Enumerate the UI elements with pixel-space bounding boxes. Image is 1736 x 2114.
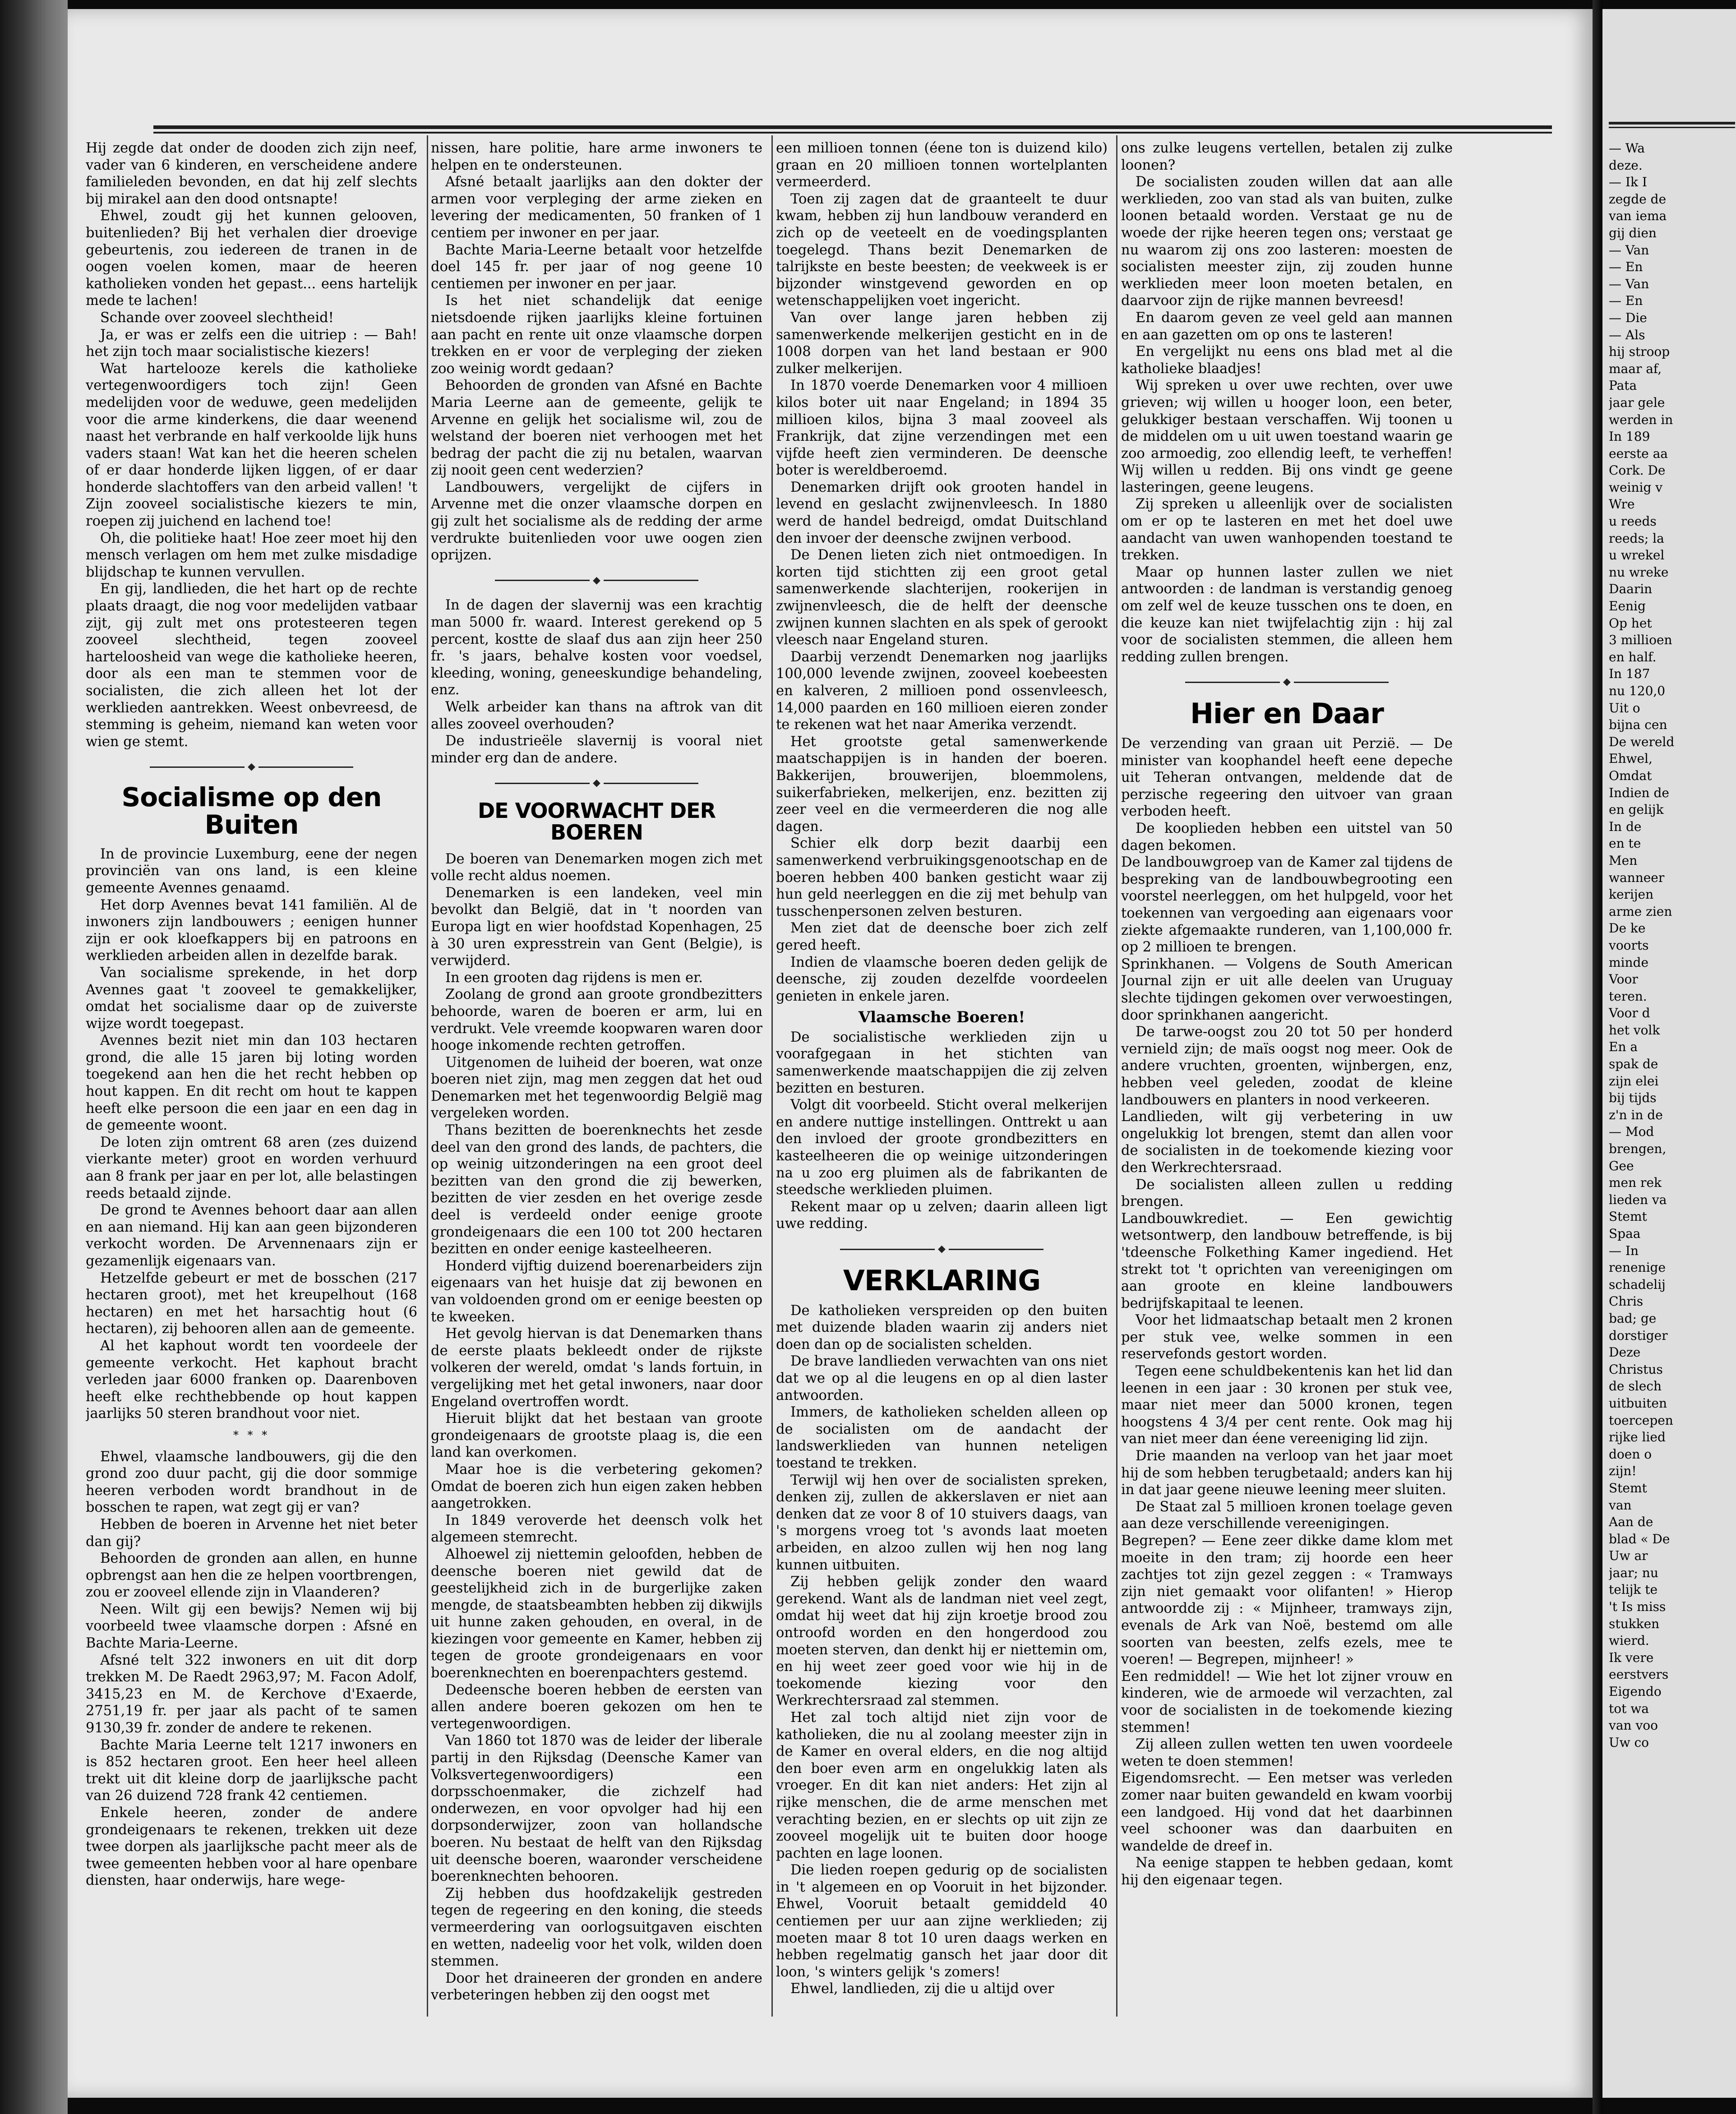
- adjacent-page-line: renenige: [1609, 1260, 1666, 1275]
- adjacent-page-line: brengen,: [1609, 1141, 1667, 1157]
- adjacent-page-line: voorts: [1609, 937, 1649, 953]
- paragraph: De verzending van graan uit Perzië. — De minister van koophandel heeft eene depeche uit Teheran ontvangen, meldende dat de perzische regeering den uitvoer van graan verboden heeft.: [1121, 736, 1453, 820]
- headline-hier-en-daar: Hier en Daar: [1190, 697, 1384, 730]
- adjacent-page-line: u reeds: [1609, 514, 1657, 529]
- paragraph: En gij, landlieden, die het hart op de rechte plaats draagt, die nog voor medelijden vatbaar zijt, gij zult met ons protesteeren tegen zooveel slechtheid, tegen zooveel harteloosheid van wege die katholieke heeren, door als een man te stemmen voor de socialisten, die zich alleen het lot der werklieden aantrekken. Weest onbevreesd, de stemming is geheim, niemand kan weten voor wien ge stemt.: [86, 581, 417, 750]
- adjacent-page-line: Stemt: [1609, 1480, 1647, 1495]
- paragraph: Sprinkhanen. — Volgens de South American Journal zijn er uit alle deelen van Uruguay slechte tijdingen gekomen over verwoestingen, door sprinkhanen aangericht.: [1121, 956, 1453, 1023]
- adjacent-page-line: arme zien: [1609, 904, 1672, 919]
- adjacent-page-line: In de: [1609, 819, 1642, 834]
- adjacent-page-line: stukken: [1609, 1616, 1660, 1631]
- adjacent-page-line: — Mod: [1609, 1124, 1654, 1140]
- adjacent-page-line: en gelijk: [1609, 802, 1664, 817]
- adjacent-page-line: rijke lied: [1609, 1430, 1666, 1445]
- paragraph: Landlieden, wilt gij verbetering in uw ongelukkig lot brengen, stemt dan allen voor de socialisten in de toekomende kiezing voor den Werkrechtersraad.: [1121, 1109, 1453, 1176]
- paragraph: Maar op hunnen laster zullen we niet antwoorden : de landman is verstandig genoeg om zelf wel de keuze tusschen ons te doen, en die keuze kan niet twijfelachtig zijn : hij zal voor de socialisten stemmen, die alleen hem redding zullen brengen.: [1121, 564, 1453, 665]
- adjacent-page-line: Gee: [1609, 1158, 1634, 1173]
- paragraph: De katholieken verspreiden op den buiten met duizende bladen waarin zij anders niet doen dan op de socialisten schelden.: [776, 1302, 1108, 1352]
- paragraph: Tegen eene schuldbekentenis kan het lid dan leenen in een jaar : 30 kronen per stuk vee, maar niet meer dan 5000 kronen, tegen hoogstens 4 3/4 per cent rente. Ook mag hij van niet meer dan éene vereeniging lid zijn.: [1121, 1363, 1453, 1447]
- adjacent-page-line: Spaa: [1609, 1226, 1641, 1241]
- adjacent-page-line: Daarin: [1609, 582, 1653, 597]
- column-divider: [427, 135, 428, 2017]
- paragraph: Afsné telt 322 inwoners en uit dit dorp trekken M. De Raedt 2963,97; M. Facon Adolf, 3415,23 en M. de Kerchove d'Exaerde, 2751,19 fr. per jaar als pacht of te samen 9130,39 fr. zonder de andere te rekenen.: [86, 1652, 417, 1736]
- paragraph: Indien de vlaamsche boeren deden gelijk de deensche, zij zouden dezelfde voordeelen genieten in enkele jaren.: [776, 954, 1108, 1004]
- paragraph: Daarbij verzendt Denemarken nog jaarlijks 100,000 levende zwijnen, zooveel koebeesten en kalveren, 2 millioen pond ossenvleesch, 14,000 paarden en 160 millioen eieren zonder te rekenen wat het naar Amerika verzendt.: [776, 649, 1108, 733]
- paragraph: De socialisten alleen zullen u redding brengen.: [1121, 1177, 1453, 1210]
- paragraph: De grond te Avennes behoort daar aan allen en aan niemand. Hij kan aan geen bijzonderen verkocht worden. De Arvennenaars zijn er gezamenlijk eigenaars van.: [86, 1202, 417, 1269]
- adjacent-page-line: Indien de: [1609, 785, 1669, 800]
- paragraph: Behoorden de gronden aan allen, en hunne opbrengst aan hen die ze helpen voortbrengen, zou er zooveel ellende zijn in Vlaanderen?: [86, 1551, 417, 1601]
- paragraph: De brave landlieden verwachten van ons niet dat we op al die leugens en op al dien laster antwoorden.: [776, 1353, 1108, 1403]
- adjacent-page-line: bij tijds: [1609, 1090, 1657, 1106]
- column-1: [86, 140, 417, 2012]
- adjacent-page-line: zijn elei: [1609, 1073, 1659, 1089]
- column-2: [431, 140, 762, 2012]
- paragraph: Behoorden de gronden van Afsné en Bachte Maria Leerne aan de gemeente, gelijk te Arvenne en gelijk het socialisme wil, zou de welstand der boeren niet verhoogen met het bedrag der pacht die zij nu betalen, waarvan zij nooit geen cent wederzien?: [431, 378, 762, 479]
- adjacent-page-line: van voo: [1609, 1718, 1658, 1733]
- adjacent-page-line: — Wa: [1609, 141, 1645, 156]
- section-ornament: ◆: [776, 1241, 1108, 1258]
- paragraph: Van socialisme sprekende, in het dorp Avennes gaat 't zooveel te gemakkelijker, omdat het socialisme daar op de zuiverste wijze wordt toegepast.: [86, 965, 417, 1032]
- paragraph: Toen zij zagen dat de graanteelt te duur kwam, hebben zij hun landbouw veranderd en zich op de veeteelt en de voedingsplanten toegelegd. Thans bezit Denemarken de talrijkste en beste beesten; de veekweek is er bijzonder winstgevend geworden en op wetenschappelijken voet ingericht.: [776, 191, 1108, 309]
- paragraph: ons zulke leugens vertellen, betalen zij zulke loonen?: [1121, 140, 1453, 173]
- adjacent-page-line: Voor: [1609, 972, 1638, 987]
- paragraph: De Denen lieten zich niet ontmoedigen. In korten tijd stichtten zij een groot getal samenwerkende slachterijen, rookerijen in zwijnenvleesch, die de helft der deensche zwijnen kunnen slachten en als spek of gerookt vleesch naar Engeland sturen.: [776, 547, 1108, 648]
- adjacent-page-line: en te: [1609, 836, 1641, 851]
- adjacent-page-line: schadelij: [1609, 1277, 1666, 1292]
- adjacent-page-line: wanneer: [1609, 870, 1665, 885]
- adjacent-page-line: nu wreke: [1609, 564, 1669, 580]
- adjacent-page-line: teren.: [1609, 988, 1647, 1004]
- paragraph: Dedeensche boeren hebben de eersten van allen andere boeren gekozen om hen te vertegenwoordigen.: [431, 1682, 762, 1732]
- paragraph: Hetzelfde gebeurt er met de bosschen (217 hectaren groot), met het kreupelhout (168 hectaren) en met het harsachtig hout (6 hectaren), zij behooren allen aan de gemeente.: [86, 1270, 417, 1337]
- adjacent-page-line: Christus: [1609, 1362, 1663, 1377]
- paragraph: De Staat zal 5 millioen kronen toelage geven aan deze verschillende vereenigingen.: [1121, 1499, 1453, 1532]
- paragraph: Bachte Maria-Leerne betaalt voor hetzelfde doel 145 fr. per jaar of nog geene 10 centiemen per inwoner en per jaar.: [431, 242, 762, 292]
- paragraph: Van 1860 tot 1870 was de leider der liberale partij in den Rijksdag (Deensche Kamer van Volksvertegenwoordigers) een dorpsschoenmaker, die zichzelf had onderwezen, en voor opvolger had hij een dorpsonderwijzer, zoon van hollandsche boeren. Nu bestaat de helft van den Rijksdag uit deensche boeren, waaronder verscheidene boerenknechten behooren.: [431, 1733, 762, 1885]
- paragraph: En vergelijkt nu eens ons blad met al die katholieke blaadjes!: [1121, 344, 1453, 377]
- adjacent-page-line: lieden va: [1609, 1192, 1667, 1207]
- paragraph: De kooplieden hebben een uitstel van 50 dagen bekomen.: [1121, 821, 1453, 854]
- paragraph: In de provincie Luxemburg, eene der negen provinciën van ons land, is een kleine gemeente Avennes genaamd.: [86, 846, 417, 896]
- adjacent-page-line: Eigendo: [1609, 1684, 1662, 1699]
- paragraph: Eigendomsrecht. — Een metser was verleden zomer naar buiten gewandeld en kwam voorbij een landgoed. Hij vond dat het daarbinnen veel schooner was dan daarbuiten en wandelde de dreef in.: [1121, 1770, 1453, 1854]
- section-ornament: ◆: [86, 758, 417, 775]
- adjacent-page-line: reeds; la: [1609, 531, 1664, 546]
- adjacent-page-line: telijk te: [1609, 1582, 1658, 1597]
- adjacent-page-line: bad; ge: [1609, 1311, 1657, 1326]
- adjacent-page-line: maar af,: [1609, 361, 1662, 376]
- paragraph: De industrieële slavernij is vooral niet minder erg dan de andere.: [431, 733, 762, 766]
- adjacent-page-line: In 189: [1609, 429, 1650, 444]
- adjacent-page-line: Uw ar: [1609, 1548, 1648, 1564]
- adjacent-page-line: gij dien: [1609, 225, 1657, 240]
- paragraph: De socialistische werklieden zijn u voorafgegaan in het stichten van samenwerkende maatschappijen die zij zelven bezitten en besturen.: [776, 1029, 1108, 1096]
- adjacent-page-line: weinig v: [1609, 480, 1663, 495]
- paragraph: Het gevolg hiervan is dat Denemarken thans de eerste plaats bekleedt onder de rijkste volkeren der wereld, omdat 's lands fortuin, in vergelijking met het getal inwoners, naar door Engeland overtroffen wordt.: [431, 1326, 762, 1410]
- paragraph: Wat hartelooze kerels die katholieke vertegenwoordigers toch zijn! Geen medelijden voor de weduwe, geen medelijden voor die arme kinderkens, die daar weenend naast het verbrande en half verkoolde lijk huns vaders staan! Wat kan het die heeren schelen of er daar honderde lijken liggen, of er daar honderde slachtoffers van den arbeid vallen! 't Zijn zooveel socialistische kiezers te min, roepen zij juichend en lachend toe!: [86, 360, 417, 530]
- paragraph: Ehwel, landlieden, zij die u altijd over: [790, 1981, 1054, 1997]
- adjacent-page-line: hij stroop: [1609, 344, 1670, 360]
- paragraph: Avennes bezit niet min dan 103 hectaren grond, die alle 15 jaren bij loting worden toegekend aan hen die het recht hebben op hout kappen. En dit recht om hout te kappen heeft elke persoon die een jaar en een dag in de gemeente woont.: [86, 1033, 417, 1134]
- adjacent-page-line: Uw co: [1609, 1735, 1649, 1750]
- paragraph: Door het draineeren der gronden en andere verbeteringen hebben zij den oogst met: [431, 1970, 762, 2003]
- adjacent-page-line: wierd.: [1609, 1633, 1649, 1648]
- adjacent-page-line: — Die: [1609, 310, 1647, 325]
- adjacent-page-line: minde: [1609, 955, 1649, 970]
- paragraph: Zij alleen zullen wetten ten uwen voordeele weten te doen stemmen!: [1121, 1736, 1453, 1769]
- paragraph: Landbouwkrediet. — Een gewichtig wetsontwerp, den landbouw betreffende, is bij 'tdeensche Folkething Kamer ingediend. Het strekt tot 't oprichten van vereenigingen om aan groote en kleine landbouwers bedrijfskapitaal te leenen.: [1121, 1210, 1453, 1311]
- paragraph: Schande over zooveel slechtheid!: [100, 309, 334, 326]
- paragraph: Hij zegde dat onder de dooden zich zijn neef, vader van 6 kinderen, en verscheidene andere familieleden bevonden, en dat hij zelf slechts bij mirakel aan den dood ontsnapte!: [86, 140, 417, 207]
- paragraph: Uitgenomen de luiheid der boeren, wat onze boeren niet zijn, mag men zeggen dat het oud Denemarken met het tegenwoordig België mag vergeleken worden.: [431, 1054, 762, 1122]
- paragraph: Een redmiddel! — Wie het lot zijner vrouw en kinderen, wie de armoede wil verzachten, zal voor de socialisten in de toekomende kiezing stemmen!: [1121, 1668, 1453, 1736]
- paragraph: Het grootste getal samenwerkende maatschappijen is in handen der boeren. Bakkerijen, brouwerijen, bloemmolens, suikerfabrieken, melkerijen, enz. bezitten zij zeer veel en die vermeerderen die nog alle dagen.: [776, 734, 1108, 835]
- paragraph: Ja, er was er zelfs een die uitriep : — Bah! het zijn toch maar socialistische kiezers!: [86, 327, 417, 360]
- paragraph: In 1870 voerde Denemarken voor 4 millioen kilos boter uit naar Engeland; in 1894 35 millioen kilos, bijna 3 maal zooveel als Frankrijk, dat zijne verzendingen met een vijfde heeft zien verminderen. De deensche boter is wereldberoemd.: [776, 378, 1108, 479]
- paragraph: Afsné betaalt jaarlijks aan den dokter der armen voor verpleging der arme zieken en levering der medicamenten, 50 franken of 1 centiem per inwoner en per jaar.: [431, 174, 762, 241]
- adjacent-page-line: het volk: [1609, 1022, 1660, 1038]
- paragraph: De loten zijn omtrent 68 aren (zes duizend vierkante meter) groot en worden verhuurd aan 8 frank per jaar en per lot, alle belastingen reeds betaald zijnde.: [86, 1134, 417, 1201]
- paragraph: Immers, de katholieken schelden alleen op de socialisten om de aandacht der landswerklieden van hunnen neteligen toestand te trekken.: [776, 1404, 1108, 1472]
- adjacent-page-line: nu 120,0: [1609, 683, 1666, 698]
- adjacent-page-line: Stemt: [1609, 1209, 1647, 1224]
- paragraph: Van over lange jaren hebben zij samenwerkende melkerijen gesticht en in de 1008 dorpen van het land bestaan er 900 zulker melkerijen.: [776, 309, 1108, 377]
- adjacent-page-line: blad « De: [1609, 1531, 1670, 1546]
- paragraph: Schier elk dorp bezit daarbij een samenwerkend verbruikingsgenootschap en de boeren hebben 400 banken gesticht waar zij hun geld neerleggen en die zij met behulp van tusschenpersonen zelven besturen.: [776, 835, 1108, 919]
- adjacent-page-edge: [1602, 9, 1736, 2098]
- paragraph: In 1849 veroverde het deensch volk het algemeen stemrecht.: [431, 1512, 762, 1546]
- subheading-vlaamsche-boeren: Vlaamsche Boeren!: [858, 1008, 1025, 1027]
- paragraph: Zoolang de grond aan groote grondbezitters behoorde, waren de boeren er arm, lui en verdrukt. Vele vreemde koopwaren waren door hooge inkomende rechten getroffen.: [431, 987, 762, 1054]
- adjacent-page-line: Cork. De: [1609, 463, 1666, 478]
- adjacent-page-line: eerstvers: [1609, 1667, 1669, 1682]
- section-ornament: ◆: [431, 572, 762, 589]
- adjacent-page-line: Omdat: [1609, 768, 1652, 783]
- adjacent-page-line: u wrekel: [1609, 548, 1665, 563]
- adjacent-page-line: kerijen: [1609, 887, 1654, 902]
- adjacent-page-line: — In: [1609, 1243, 1639, 1258]
- adjacent-page-line: jaar; nu: [1609, 1565, 1658, 1580]
- paragraph: Is het niet schandelijk dat eenige nietsdoende rijken jaarlijks kleine fortuinen aan pacht en rente uit onze vlaamsche dorpen trekken en er voor de verpleging der zieken zoo weinig wordt gedaan?: [431, 293, 762, 377]
- adjacent-page-line: Men: [1609, 853, 1638, 868]
- paragraph: Rekent maar op u zelven; daarin alleen ligt uwe redding.: [776, 1199, 1108, 1232]
- paragraph: Zij hebben dus hoofdzakelijk gestreden tegen de regeering en den koning, die steeds vermeerdering van oorlogsuitgaven eischten en wetten, nadeelig voor het volk, wilden doen stemmen.: [431, 1885, 762, 1970]
- adjacent-page-line: Pata: [1609, 378, 1637, 393]
- paragraph: Honderd vijftig duizend boerenarbeiders zijn eigenaars van het huisje dat zij bewonen en van voldoenden grond om er eenige beesten op te kweeken.: [431, 1258, 762, 1325]
- paragraph: nissen, hare politie, hare arme inwoners te helpen en te ondersteunen.: [431, 140, 762, 173]
- section-ornament: ◆: [431, 775, 762, 792]
- header-rule: [153, 125, 1552, 134]
- adjacent-page-line: jaar gele: [1609, 395, 1665, 410]
- adjacent-page-line: en half.: [1609, 649, 1657, 665]
- paragraph: Maar hoe is die verbetering gekomen? Omdat de boeren zich hun eigen zaken hebben aangetrokken.: [431, 1461, 762, 1512]
- paragraph: Het zal toch altijd niet zijn voor de katholieken, die nu al zoolang meester zijn in de Kamer en overal elders, en die nog altijd den boer even arm en ongelukkig laten als vroeger. En dit kan niet anders: Het zijn al rijke menschen, die de arme menschen met verachting bezien, en er slechts op uit zijn ze zooveel mogelijk uit te buiten door hooge pachten en lage loonen.: [776, 1709, 1108, 1861]
- adjacent-page-line: Aan de: [1609, 1514, 1653, 1530]
- paragraph: Volgt dit voorbeeld. Sticht overal melkerijen en andere nuttige instellingen. Onttrekt u aan den invloed der groote grondbezitters en kasteelheeren die op weinige uitzonderingen na u zoo erg pluimen als de fabrikanten de steedsche werklieden pluimen.: [776, 1097, 1108, 1198]
- paragraph: In de dagen der slavernij was een krachtig man 5000 fr. waard. Interest gerekend op 5 percent, kostte de slaaf dus aan zijn heer 250 fr. 's jaars, behalve kosten voor voedsel, kleeding, woning, geneeskundige behandeling, enz.: [431, 597, 762, 698]
- paragraph: Zij hebben gelijk zonder den waard gerekend. Want als de landman niet veel zegt, omdat hij weet dat hij zijn kroetje brood zou ontroofd worden en den hongerdood zou moeten sterven, dan denkt hij er niettemin om, en hij weet zeer goed voor wie hij in de toekomende kiezing voor den Werkrechtersraad zal stemmen.: [776, 1574, 1108, 1709]
- adjacent-page-line: En a: [1609, 1039, 1638, 1055]
- headline-de-voorwacht-der-boeren: DE VOORWACHT DER BOEREN: [478, 798, 716, 845]
- adjacent-page-line: De wereld: [1609, 734, 1675, 749]
- adjacent-page-line: In 187: [1609, 666, 1650, 682]
- paragraph: Denemarken drijft ook grooten handel in levend en geslacht zwijnenvleesch. In 1880 werd de handel bedreigd, omdat Duitschland den invoer der deensche zwijnen verbood.: [776, 479, 1108, 546]
- adjacent-page-line: Voor d: [1609, 1006, 1650, 1021]
- paragraph: Bachte Maria Leerne telt 1217 inwoners en is 852 hectaren groot. Een heer heel alleen trekt uit dit kleine dorp de jaarlijksche pacht van 26 duizend 728 frank 42 centiemen.: [86, 1737, 417, 1804]
- adjacent-page-line: spak de: [1609, 1057, 1658, 1072]
- paragraph: Welk arbeider kan thans na aftrok van dit alles zooveel overhouden?: [431, 699, 762, 732]
- paragraph: Hieruit blijkt dat het bestaan van groote grondeigenaars de grootste plaag is, die een land kan overkomen.: [431, 1411, 762, 1461]
- adjacent-page-line: Chris: [1609, 1294, 1644, 1309]
- column-divider: [771, 135, 773, 2017]
- adjacent-page-line: eerste aa: [1609, 446, 1668, 461]
- column-divider: [1116, 135, 1117, 2017]
- adjacent-page-line: — Ik I: [1609, 175, 1647, 190]
- header-rule: [1609, 122, 1735, 128]
- adjacent-page-line: van iema: [1609, 208, 1667, 224]
- paragraph: De landbouwgroep van de Kamer zal tijdens de bespreking van de landbouwbegrooting een voorstel neerleggen, om het hulpgeld, voor het toekennen van vergoeding aan eigenaars voor ziekte afgemaakte runderen, van 1,100,000 fr. op 2 millioen te brengen.: [1121, 854, 1453, 955]
- adjacent-page-line: tot wa: [1609, 1701, 1649, 1716]
- paragraph: Voor het lidmaatschap betaalt men 2 kronen per stuk vee, welke sommen in een reservefonds gestort worden.: [1121, 1312, 1453, 1362]
- paragraph: Thans bezitten de boerenknechts het zesde deel van den grond des lands, de pachters, die op weinig uitzonderingen na een groot deel bezitten van den grond die zij bewerken, bezitten de vier zesden en het overige zesde deel is verdeeld onder eenige groote grondeigenaars die een 100 tot 200 hectaren bezitten en onder eenige kasteelheeren.: [431, 1122, 762, 1257]
- adjacent-page-line: doen o: [1609, 1446, 1652, 1462]
- adjacent-page-line: Eenig: [1609, 599, 1646, 614]
- headline-verklaring: VERKLARING: [843, 1264, 1041, 1297]
- paragraph: Wij spreken u over uwe rechten, over uwe grieven; wij willen u hooger loon, een beter, gelukkiger bestaan verschaffen. Wij toonen u de middelen om u uit uwen toestand waarin ge zoo armoedig, zoo ellendig leeft, te verheffen! Wij willen u redden. Bij ons vindt ge geene lasteringen, geene leugens.: [1121, 378, 1453, 495]
- page-gutter: [1593, 0, 1602, 2114]
- paragraph: Zij spreken u alleenlijk over de socialisten om er op te lasteren en met het doel uwe aandacht van uwen wanhopenden toestand te trekken.: [1121, 496, 1453, 563]
- adjacent-page-line: zijn!: [1609, 1463, 1637, 1479]
- paragraph: Men ziet dat de deensche boer zich zelf gered heeft.: [776, 920, 1108, 953]
- paragraph: Denemarken is een landeken, veel min bevolkt dan België, dat in 't noorden van Europa ligt en wier hoofdstad Kopenhagen, 25 à 30 uren expresstrein van Gent (Belgie), is verwijderd.: [431, 885, 762, 969]
- paragraph: In een grooten dag rijdens is men er.: [445, 969, 703, 986]
- adjacent-page-line: zegde de: [1609, 191, 1667, 207]
- adjacent-page-line: — En: [1609, 293, 1643, 309]
- adjacent-page-line: Op het: [1609, 615, 1652, 631]
- paragraph: Terwijl wij hen over de socialisten spreken, denken zij, zullen de akkerslaven er niet aan denken dat ze voor 8 of 10 stuivers daags, van 's morgens vroeg tot 's avonds laat moeten arbeiden, en alzoo zullen wij hen nog lang kunnen uitbuiten.: [776, 1472, 1108, 1573]
- paragraph: een millioen tonnen (éene ton is duizend kilo) graan en 20 millioen tonnen wortelplanten vermeerderd.: [776, 140, 1108, 190]
- paragraph: Drie maanden na verloop van het jaar moet hij de som hebben terugbetaald; anders kan hij in dat jaar geene nieuwe leening meer sluiten.: [1121, 1448, 1453, 1498]
- paragraph: Het dorp Avennes bevat 141 familiën. Al de inwoners zijn landbouwers ; eenigen hunner zijn er ook kloefkappers bij en patroons en werklieden arbeiden allen in dezelfde barak.: [86, 897, 417, 964]
- paragraph: Hebben de boeren in Arvenne het niet beter dan gij?: [86, 1516, 417, 1550]
- headline-socialisme-op-den-buiten: Socialisme op den Buiten: [121, 781, 382, 840]
- adjacent-page-text: [1609, 140, 1736, 1751]
- adjacent-page-line: men rek: [1609, 1175, 1662, 1191]
- adjacent-page-line: bijna cen: [1609, 717, 1667, 733]
- adjacent-page-line: Wre: [1609, 497, 1635, 512]
- adjacent-page-line: — Als: [1609, 327, 1645, 342]
- section-ornament: ◆: [1121, 674, 1453, 691]
- adjacent-page-line: deze.: [1609, 157, 1643, 173]
- adjacent-page-line: van: [1609, 1497, 1632, 1513]
- adjacent-page-line: uitbuiten: [1609, 1395, 1667, 1411]
- paragraph: De boeren van Denemarken mogen zich met volle recht aldus noemen.: [431, 851, 762, 884]
- adjacent-page-line: toercepen: [1609, 1412, 1673, 1428]
- book-spine: [0, 0, 68, 2114]
- adjacent-page-line: z'n in de: [1609, 1107, 1663, 1122]
- column-4: [1121, 140, 1453, 2012]
- adjacent-page-line: Uit o: [1609, 700, 1640, 715]
- adjacent-page-line: — En: [1609, 259, 1643, 275]
- asterism: * * *: [233, 1428, 270, 1441]
- paragraph: En daarom geven ze veel geld aan mannen en aan gazetten om op ons te lasteren!: [1121, 309, 1453, 343]
- adjacent-page-line: De ke: [1609, 921, 1646, 936]
- paragraph: Ehwel, zoudt gij het kunnen gelooven, buitenlieden? Bij het verhalen dier droevige gebeurtenis, zou iedereen de tranen in de oogen voelen komen, maar de heeren katholieken vonden het gepast... eens hartelijk mede te lachen!: [86, 208, 417, 309]
- adjacent-page-line: 't Is miss: [1609, 1599, 1666, 1615]
- paragraph: Al het kaphout wordt ten voordeele der gemeente verkocht. Het kaphout bracht verleden jaar 6000 franken op. Daarenboven heeft elke rechthebbende op hout kappen jaarlijks 50 steren brandhout voor niet.: [86, 1338, 417, 1422]
- paragraph: Alhoewel zij niettemin geloofden, hebben de deensche boeren niet gewild dat de geestelijkheid zich in de burgerlijke zaken mengde, de staatsbeambten hebben zij dikwijls uit hunne zaken gehouden, en overal, in de kiezingen voor gemeente en Kamer, hebben zij tegen de groote grondeigenaars en voor boerenknechten en boerenpachters gestemd.: [431, 1546, 762, 1681]
- paragraph: Die lieden roepen gedurig op de socialisten in 't algemeen en op Vooruit in het bijzonder. Ehwel, Vooruit betaalt gemiddeld 40 centiemen per uur aan zijne werklieden; zij moeten maar 8 tot 10 uren daags werken en hebben regelmatig gansch het jaar door dit loon, 's winters gelijk 's zomers!: [776, 1862, 1108, 1980]
- adjacent-page-line: dorstiger: [1609, 1328, 1668, 1343]
- adjacent-page-line: Deze: [1609, 1345, 1641, 1360]
- adjacent-page-line: Ik vere: [1609, 1650, 1654, 1665]
- paragraph: De tarwe-oogst zou 20 tot 50 per honderd vernield zijn; de maïs oogst nog meer. Ook de andere vruchten, groenten, wijnbergen, enz, hebben veel geleden, zoodat de kleine landbouwers en planters in nood verkeeren.: [1121, 1024, 1453, 1108]
- paragraph: Oh, die politieke haat! Hoe zeer moet hij den mensch verlagen om hem met zulke misdadige blijdschap te kunnen vervullen.: [86, 530, 417, 580]
- paragraph: De socialisten zouden willen dat aan alle werklieden, zoo van stad als van buiten, zulke loonen betaald worden. Verstaat ge nu de woede der rijke heeren tegen ons; verstaat ge nu waarom zij ons zoo lasteren: moesten de socialisten meester zijn, zij zouden hunne werklieden meer loon moeten betalen, en daarvoor zijn de rijke mannen bevreesd!: [1121, 174, 1453, 309]
- adjacent-page-line: 3 millioen: [1609, 632, 1672, 648]
- paragraph: Neen. Wilt gij een bewijs? Nemen wij bij voorbeeld twee vlaamsche dorpen : Afsné en Bachte Maria-Leerne.: [86, 1601, 417, 1652]
- paragraph: Enkele heeren, zonder de andere grondeigenaars te rekenen, trekken uit deze twee dorpen als jaarlijksche pacht meer als de twee gemeenten hebben voor al hare openbare diensten, haar onderwijs, hare wege-: [86, 1805, 417, 1889]
- paragraph: Landbouwers, vergelijkt de cijfers in Arvenne met die onzer vlaamsche dorpen en gij zult het socialisme als de redding der arme verdrukte buitenlieden voor uwe oogen zien oprijzen.: [431, 479, 762, 563]
- paragraph: Begrepen? — Eene zeer dikke dame klom met moeite in den tram; zij hoorde een heer zachtjes tot zijn gezel zeggen : « Tramways zijn niet gemaakt voor olifanten! » Hierop antwoordde zij : « Mijnheer, tramways zijn, evenals de Ark van Noë, bestemd om alle soorten van beesten, zelfs ezels, mee te voeren! — Begrepen, mijnheer! »: [1121, 1533, 1453, 1668]
- paragraph: Ehwel, vlaamsche landbouwers, gij die den grond zoo duur pacht, gij die door sommige heeren verboden wordt brandhout in de bosschen te rapen, wat zegt gij er van?: [86, 1449, 417, 1516]
- adjacent-page-line: — Van: [1609, 276, 1649, 291]
- column-3: [776, 140, 1108, 2012]
- paragraph: Na eenige stappen te hebben gedaan, komt hij den eigenaar tegen.: [1121, 1855, 1453, 1888]
- adjacent-page-line: werden in: [1609, 412, 1673, 427]
- adjacent-page-line: de slech: [1609, 1379, 1662, 1394]
- adjacent-page-line: Ehwel,: [1609, 751, 1653, 766]
- adjacent-page-line: — Van: [1609, 242, 1649, 258]
